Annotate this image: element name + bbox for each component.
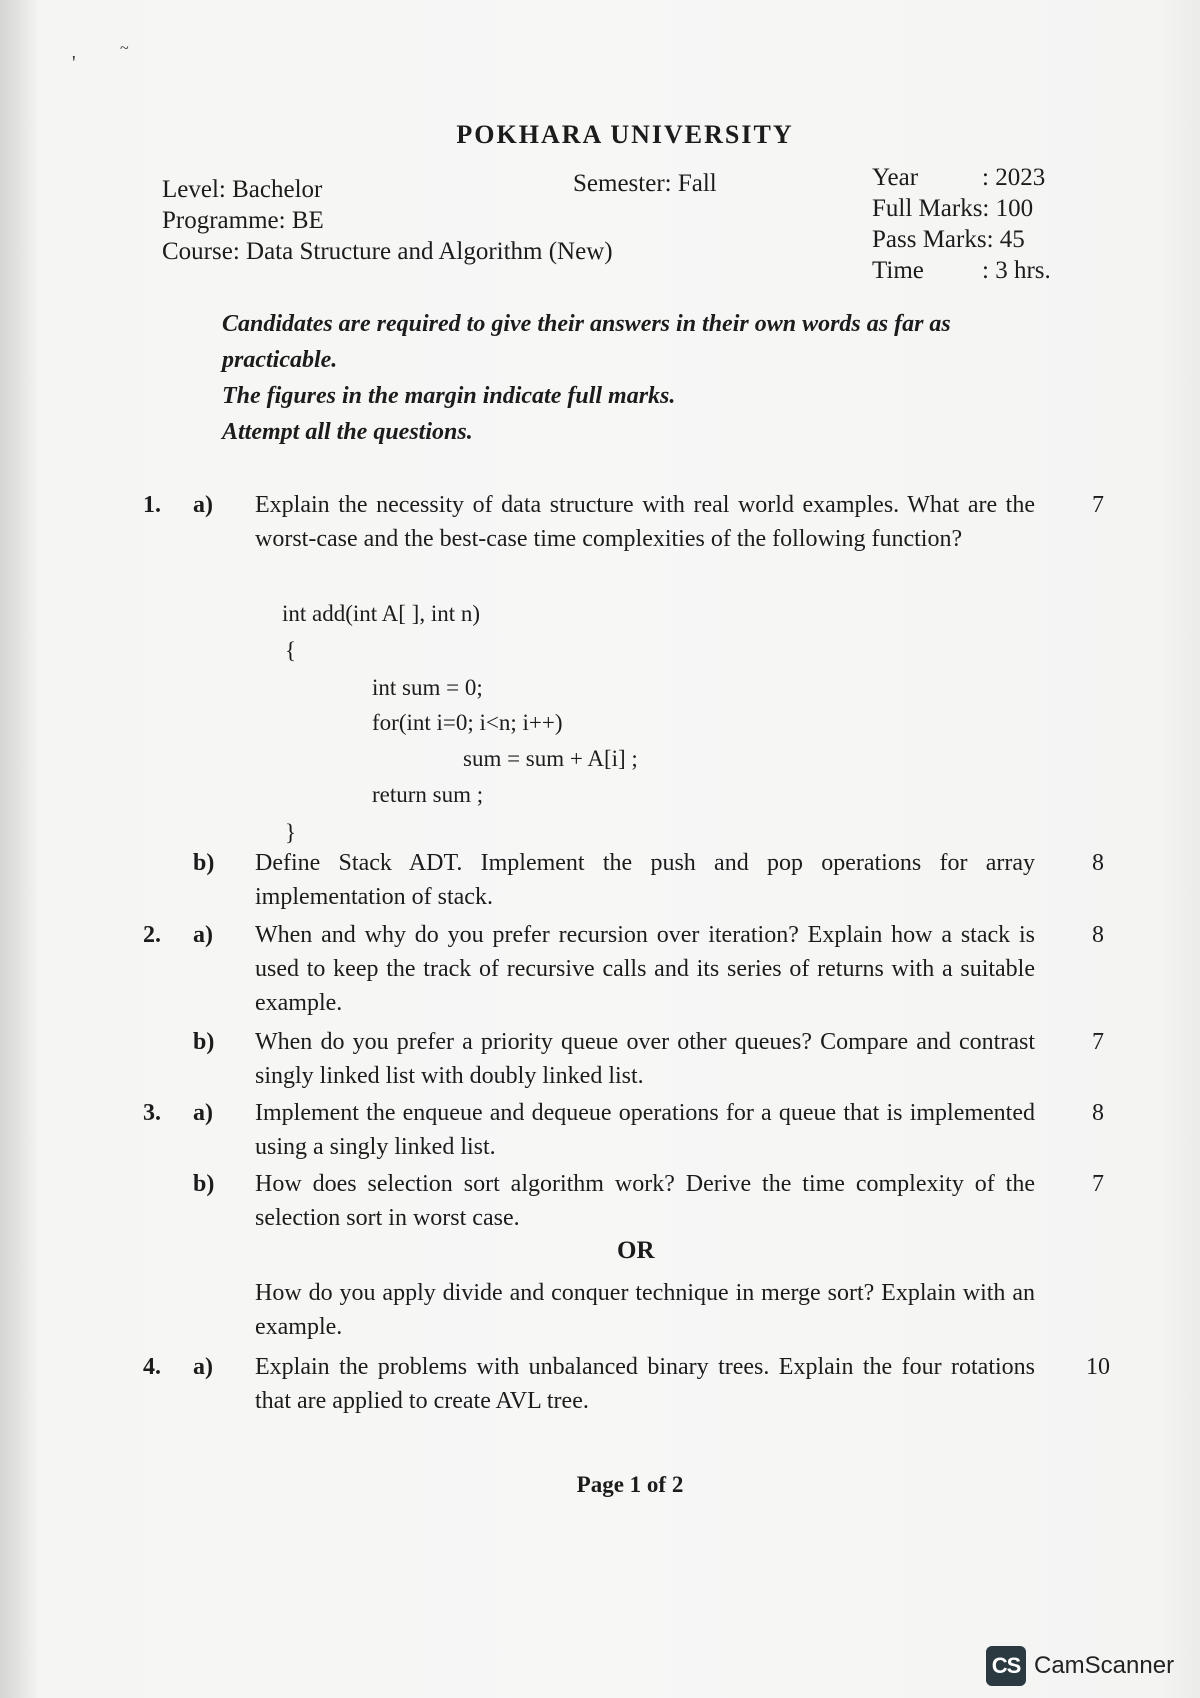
code-line: for(int i=0; i<n; i++): [372, 710, 563, 735]
instruction-line: The figures in the margin indicate full marks.: [222, 383, 676, 409]
instruction-line: Attempt all the questions.: [222, 419, 473, 445]
question-marks: 8: [1092, 922, 1104, 948]
year-value: : 2023: [982, 164, 1046, 191]
code-line: {: [285, 638, 297, 663]
university-title: POKHARA UNIVERSITY: [456, 120, 794, 149]
semester: Semester: Fall: [573, 170, 717, 197]
scan-speck: ': [72, 52, 76, 74]
question-text: When do you prefer a priority queue over other queues? Compare and contrast singly linked list with doubly linked list.: [255, 1029, 1035, 1089]
question-text: Explain the necessity of data structure with real world examples. What are the worst-case and the best-case time complexities of the following function?: [255, 492, 1035, 552]
pass-marks: Pass Marks: 45: [872, 226, 1025, 253]
question-part: b): [193, 850, 215, 876]
code-line: int add(int A[ ], int n): [282, 601, 481, 626]
question-text: Explain the problems with unbalanced binary trees. Explain the four rotations that are applied to create AVL tree.: [255, 1354, 1035, 1414]
code-line: int sum = 0;: [372, 675, 483, 700]
time-value: : 3 hrs.: [982, 257, 1051, 284]
code-line: sum = sum + A[i] ;: [463, 746, 638, 771]
question-text: When and why do you prefer recursion over iteration? Explain how a stack is used to keep the track of recursive calls and its series of returns with a suitable example.: [255, 922, 1035, 1016]
question-marks: 10: [1086, 1354, 1110, 1380]
scan-speck: ~: [120, 40, 129, 57]
camscanner-logo-icon: CS: [986, 1646, 1026, 1686]
code-line: }: [285, 820, 297, 845]
question-number: 4.: [143, 1354, 161, 1380]
year-label: Year: [872, 164, 919, 191]
question-marks: 7: [1092, 492, 1104, 518]
time-row: [872, 255, 1051, 286]
year-row: [872, 162, 1051, 193]
question-number: 3.: [143, 1100, 161, 1126]
exam-info-left: [162, 174, 613, 267]
question-text: How do you apply divide and conquer technique in merge sort? Explain with an example.: [255, 1280, 1035, 1340]
page-edge-shadow: [0, 0, 40, 1698]
full-marks: Full Marks: 100: [872, 195, 1034, 222]
question-part: a): [193, 922, 213, 948]
course: Course: Data Structure and Algorithm (New): [162, 238, 613, 265]
or-separator: OR: [617, 1237, 655, 1264]
page-number: Page 1 of 2: [576, 1472, 684, 1497]
question-number: 2.: [143, 922, 161, 948]
question-text: Define Stack ADT. Implement the push and pop operations for array implementation of stack.: [255, 850, 1035, 910]
question-marks: 7: [1092, 1029, 1104, 1055]
camscanner-watermark: [986, 1646, 1174, 1686]
question-marks: 7: [1092, 1171, 1104, 1197]
instructions: [222, 306, 1042, 450]
exam-info-right: [872, 162, 1051, 286]
question-text: Implement the enqueue and dequeue operations for a queue that is implemented using a singly linked list.: [255, 1100, 1035, 1160]
question-part: a): [193, 1354, 213, 1380]
instruction-line: Candidates are required to give their answers in their own words as far as practicable.: [222, 311, 951, 373]
time-label: Time: [872, 257, 924, 284]
question-number: 1.: [143, 492, 161, 518]
question-text: How does selection sort algorithm work? Derive the time complexity of the selection sort in worst case.: [255, 1171, 1035, 1231]
level: Level: Bachelor: [162, 176, 323, 203]
question-marks: 8: [1092, 850, 1104, 876]
programme: Programme: BE: [162, 207, 324, 234]
question-part: b): [193, 1171, 215, 1197]
camscanner-name: CamScanner: [1034, 1652, 1175, 1679]
code-line: return sum ;: [372, 782, 484, 807]
question-part: a): [193, 492, 213, 518]
question-part: b): [193, 1029, 215, 1055]
question-part: a): [193, 1100, 213, 1126]
question-marks: 8: [1092, 1100, 1104, 1126]
